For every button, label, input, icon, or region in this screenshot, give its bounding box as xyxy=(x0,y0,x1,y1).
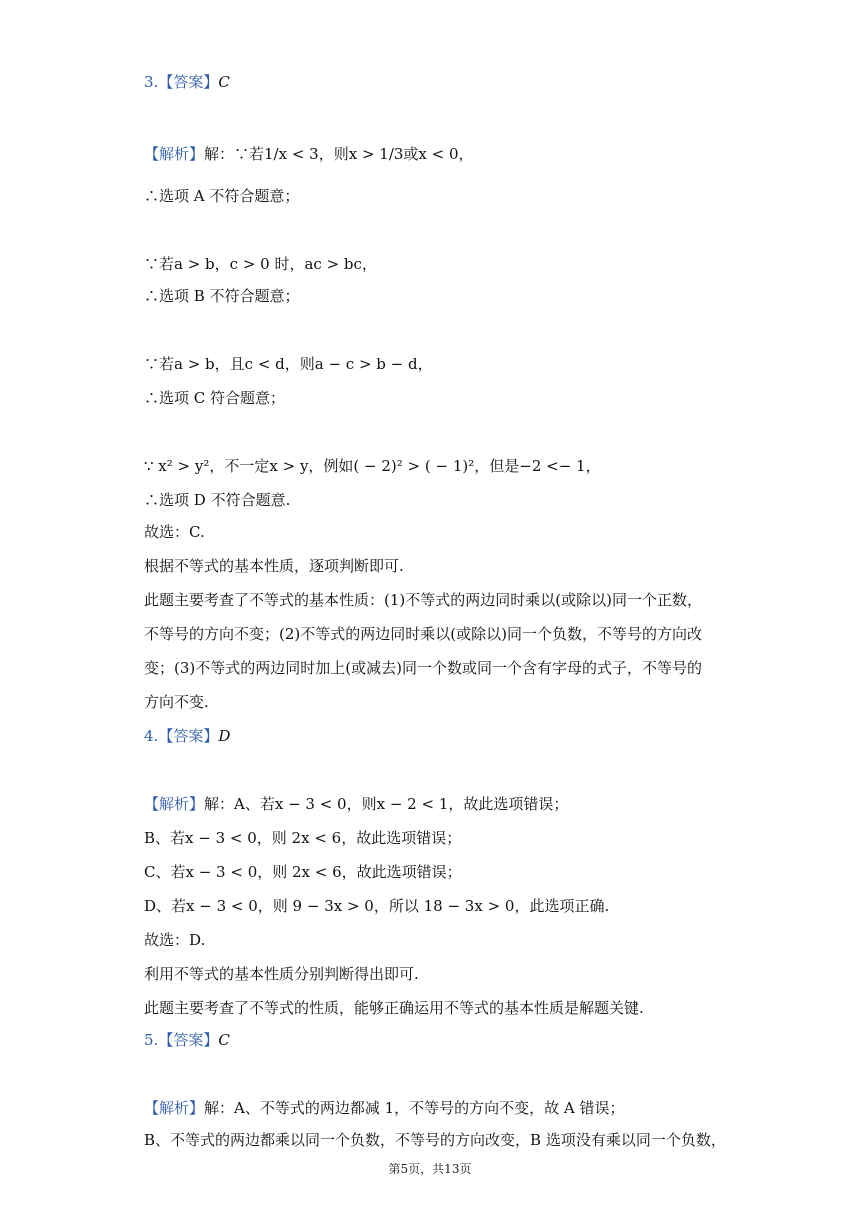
q4-line: D、若x − 3 < 0，则 9 − 3x > 0，所以 18 − 3x > 0，此选项正确. xyxy=(144,897,610,915)
q4-line: B、若x − 3 < 0，则 2x < 6，故此选项错误； xyxy=(144,829,462,847)
q4-answer-value: D xyxy=(218,727,231,745)
page-footer: 第5页，共13页 xyxy=(388,1162,472,1176)
q3-line: ∵ x² > y²，不一定x > y，例如( − 2)² > ( − 1)²，但是−2 <− 1， xyxy=(144,457,601,475)
q4-analysis-tag: 【解析】 xyxy=(144,795,205,813)
q5-answer-tag: 【答案】 xyxy=(158,1031,219,1049)
q3-line: ∴选项 B 不符合题意； xyxy=(144,287,300,305)
q3-line: ∵若a > b，c > 0 时，ac > bc， xyxy=(144,255,377,273)
q4-answer-tag: 【答案】 xyxy=(158,727,219,745)
q3-line: 不等号的方向不变；(2)不等式的两边同时乘以(或除以)同一个负数，不等号的方向改 xyxy=(144,625,702,643)
q3-analysis-line-1 xyxy=(144,142,474,166)
q5-number: 5. xyxy=(144,1031,159,1049)
q4-analysis-line-1 xyxy=(144,792,568,816)
q3-line: 此题主要考查了不等式的基本性质：(1)不等式的两边同时乘以(或除以)同一个正数， xyxy=(144,591,702,609)
q3-line: ∴选项 C 符合题意； xyxy=(144,389,286,407)
q3-analysis-tag: 【解析】 xyxy=(144,145,205,163)
q3-line: 故选：C. xyxy=(144,523,205,541)
q3-line: ∵若a > b，且c < d，则a − c > b − d， xyxy=(144,355,433,373)
q3-line: 解：∵若1/x < 3，则x > 1/3或x < 0， xyxy=(204,145,474,163)
q3-answer-value: C xyxy=(218,73,230,91)
q3-number: 3. xyxy=(144,73,159,91)
q4-line: 解：A、若x − 3 < 0，则x − 2 < 1，故此选项错误； xyxy=(204,795,569,813)
q3-answer-tag: 【答案】 xyxy=(158,73,219,91)
q3-line: 方向不变. xyxy=(144,693,209,711)
q4-number: 4. xyxy=(144,727,159,745)
q5-line: 解：A、不等式的两边都减 1，不等号的方向不变，故 A 错误； xyxy=(204,1099,625,1117)
q3-line: ∴选项 A 不符合题意； xyxy=(144,187,300,205)
q5-analysis-tag: 【解析】 xyxy=(144,1099,205,1117)
q3-line: 根据不等式的基本性质，逐项判断即可. xyxy=(144,557,404,575)
q4-answer-header xyxy=(144,724,230,748)
q4-line: C、若x − 3 < 0，则 2x < 6，故此选项错误； xyxy=(144,863,462,881)
q5-analysis-line-1 xyxy=(144,1096,625,1120)
q4-line: 此题主要考查了不等式的性质，能够正确运用不等式的基本性质是解题关键. xyxy=(144,999,644,1017)
q3-answer-header xyxy=(144,70,230,94)
q5-answer-value: C xyxy=(218,1031,230,1049)
q5-line: B、不等式的两边都乘以同一个负数，不等号的方向改变，B 选项没有乘以同一个负数， xyxy=(144,1131,726,1149)
q5-answer-header xyxy=(144,1028,230,1052)
q4-line: 故选：D. xyxy=(144,931,206,949)
q4-line: 利用不等式的基本性质分别判断得出即可. xyxy=(144,965,419,983)
q3-line: 变；(3)不等式的两边同时加上(或减去)同一个数或同一个含有字母的式子，不等号的 xyxy=(144,659,702,677)
q3-line: ∴选项 D 不符合题意. xyxy=(144,491,291,509)
